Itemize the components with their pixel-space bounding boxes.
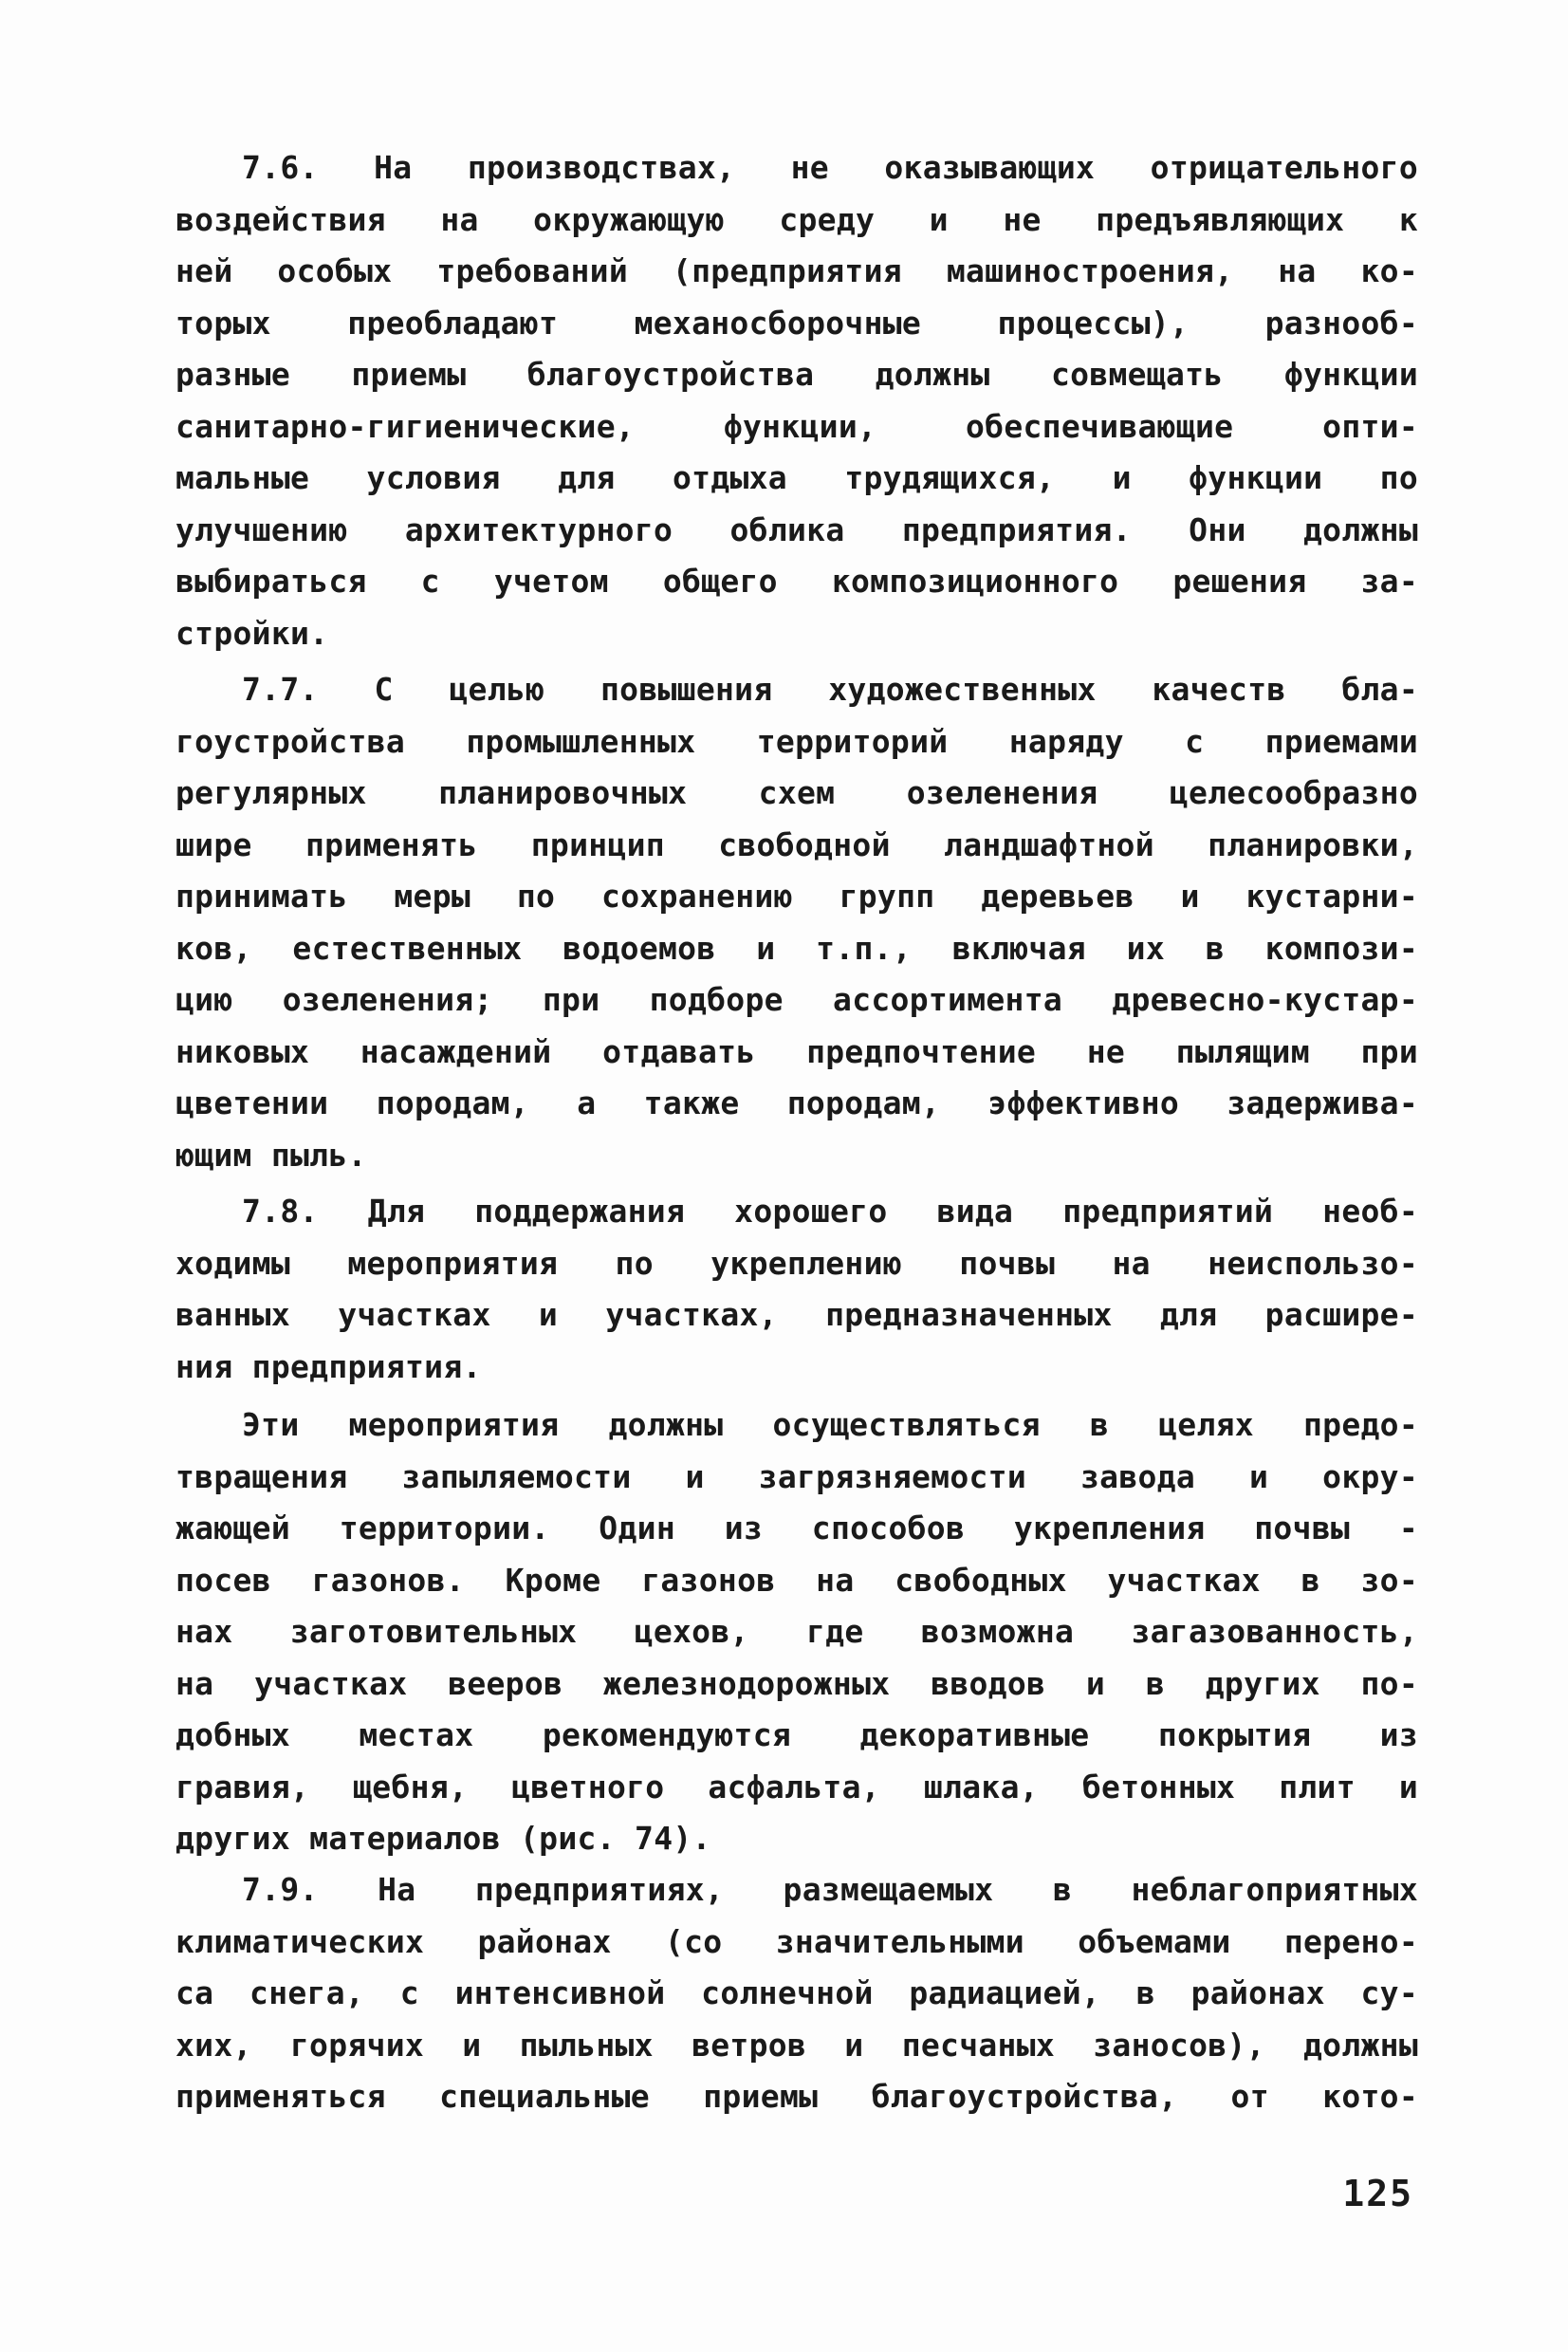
paragraph-7-6 [175, 142, 1418, 659]
text-line: ней особых требований (предприятия машиностроения, на ко- [175, 252, 1418, 289]
text-line: применяться специальные приемы благоустройства, от кото- [175, 2078, 1418, 2115]
text-line: торых преобладают механосборочные процессы), разнооб- [175, 304, 1418, 342]
text-line: Эти мероприятия должны осуществляться в целях предо- [242, 1406, 1418, 1443]
text-line: 7.6. На производствах, не оказывающих отрицательного [242, 149, 1418, 186]
text-line: жающей территории. Один из способов укрепления почвы - [175, 1509, 1418, 1546]
text-line: ков, естественных водоемов и т.п., включая их в компози- [175, 929, 1418, 967]
text-line: твращения запыляемости и загрязняемости завода и окру- [175, 1457, 1418, 1495]
page-number: 125 [1342, 2173, 1413, 2214]
text-line: ходимы мероприятия по укреплению почвы на неиспользо- [175, 1244, 1418, 1282]
text-line: регулярных планировочных схем озеленения целесообразно [175, 774, 1418, 811]
text-line: ния предприятия. [175, 1347, 482, 1385]
paragraph-7-8 [175, 1186, 1418, 1393]
text-line: нах заготовительных цехов, где возможна загазованность, [175, 1613, 1418, 1650]
text-line: 7.8. Для поддержания хорошего вида предприятий необ- [242, 1193, 1418, 1230]
text-line: 7.9. На предприятиях, размещаемых в неблагоприятных [242, 1871, 1418, 1908]
text-line: гравия, щебня, цветного асфальта, шлака, бетонных плит и [175, 1768, 1418, 1806]
text-line: ванных участках и участках, предназначенных для расшире- [175, 1296, 1418, 1333]
text-line: посев газонов. Кроме газонов на свободных участках в зо- [175, 1561, 1418, 1599]
text-line: никовых насаждений отдавать предпочтение не пылящим при [175, 1032, 1418, 1070]
text-line: добных местах рекомендуются декоративные покрытия из [175, 1716, 1418, 1753]
paragraph-7-9 [175, 1864, 1418, 2123]
text-line: ющим пыль. [175, 1136, 367, 1174]
text-line: выбираться с учетом общего композиционного решения за- [175, 563, 1418, 600]
text-line: санитарно-гигиенические, функции, обеспечивающие опти- [175, 407, 1418, 445]
paragraph-7-8-continued [175, 1399, 1418, 1865]
text-line: улучшению архитектурного облика предприятия. Они должны [175, 510, 1418, 548]
text-line: са снега, с интенсивной солнечной радиацией, в районах су- [175, 1974, 1418, 2011]
text-line: цветении породам, а также породам, эффективно задержива- [175, 1084, 1418, 1121]
text-line: стройки. [175, 614, 329, 652]
text-line: хих, горячих и пыльных ветров и песчаных заносов), должны [175, 2026, 1418, 2064]
text-line: климатических районах (со значительными объемами перено- [175, 1922, 1418, 1960]
text-line: гоустройства промышленных территорий наряду с приемами [175, 722, 1418, 760]
text-line: разные приемы благоустройства должны совмещать функции [175, 356, 1418, 393]
text-line: 7.7. С целью повышения художественных качеств бла- [242, 671, 1418, 708]
text-line: принимать меры по сохранению групп деревьев и кустарни- [175, 878, 1418, 915]
paragraph-7-7 [175, 664, 1418, 1181]
text-line: воздействия на окружающую среду и не предъявляющих к [175, 200, 1418, 238]
text-line: цию озеленения; при подборе ассортимента древесно-кустар- [175, 981, 1418, 1018]
text-line: шире применять принцип свободной ландшафтной планировки, [175, 825, 1418, 863]
text-line: мальные условия для отдыха трудящихся, и функции по [175, 459, 1418, 496]
text-line: других материалов (рис. 74). [175, 1820, 711, 1857]
text-line: на участках вееров железнодорожных вводов и в других по- [175, 1664, 1418, 1702]
